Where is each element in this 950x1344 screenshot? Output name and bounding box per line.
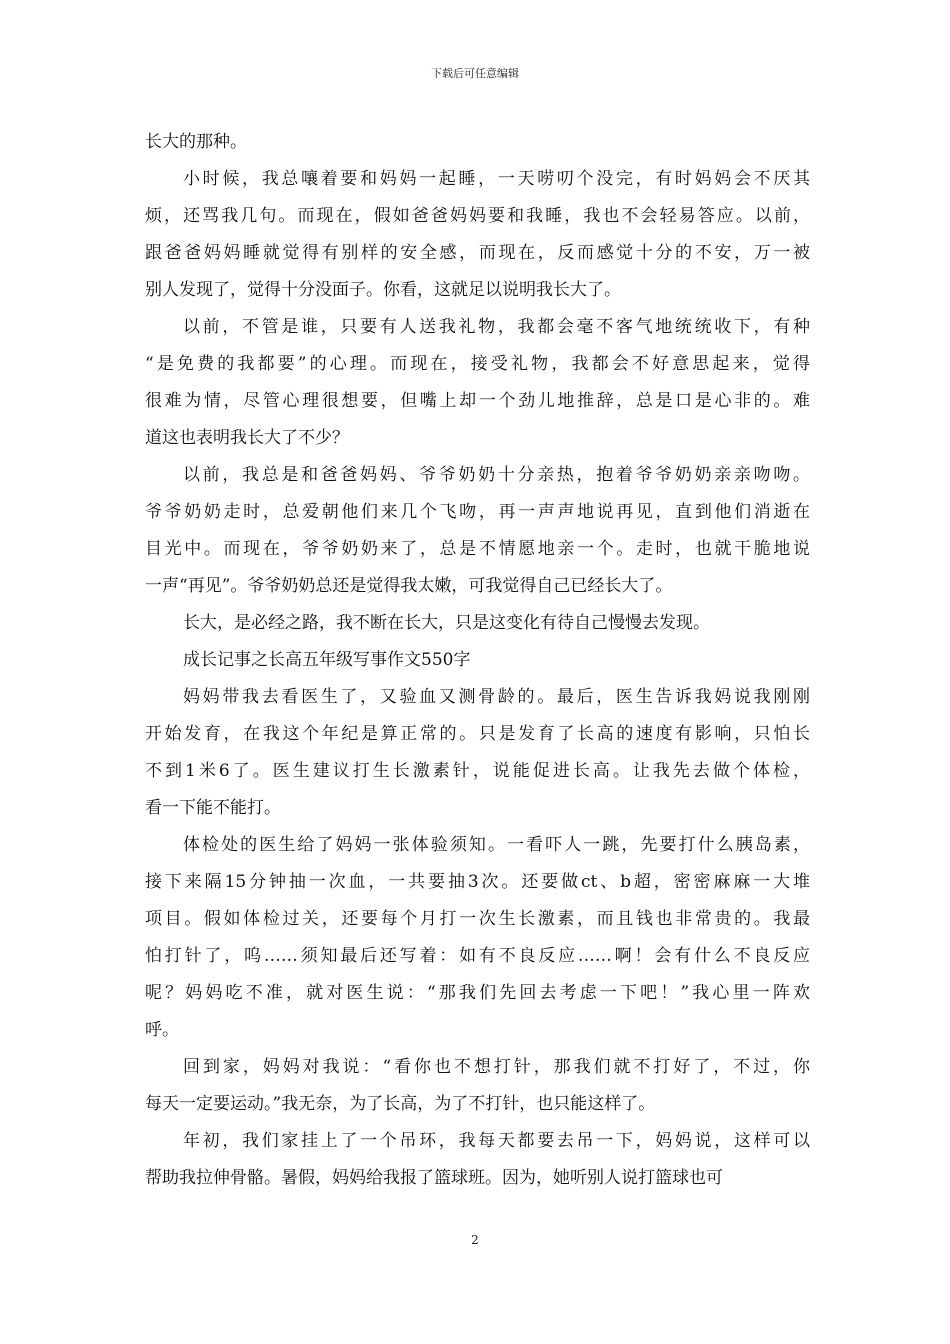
- page-number: 2: [471, 1233, 479, 1247]
- text-line: 很难为情，尽管心理很想要，但嘴上却一个劲儿地推辞，总是口是心非的。难: [145, 391, 810, 411]
- text-line: 以前，我总是和爸爸妈妈、爷爷奶奶十分亲热，抱着爷爷奶奶亲亲吻吻。: [183, 465, 810, 485]
- text-line: 年初，我们家挂上了一个吊环，我每天都要去吊一下，妈妈说，这样可以: [183, 1131, 810, 1151]
- text-line: 接下来隔15分钟抽一次血，一共要抽3次。还要做ct、b超，密密麻麻一大堆: [145, 872, 810, 892]
- paragraph: [145, 124, 810, 161]
- text-line: 妈妈带我去看医生了，又验血又测骨龄的。最后，医生告诉我妈说我刚刚: [183, 687, 810, 707]
- text-line: “是免费的我都要”的心理。而现在，接受礼物，我都会不好意思起来，觉得: [145, 354, 810, 374]
- text-line: 看一下能不能打。: [145, 798, 281, 818]
- text-line: 长大，是必经之路，我不断在长大，只是这变化有待自己慢慢去发现。: [183, 613, 710, 633]
- paragraph: [145, 309, 810, 457]
- text-line: 长大的那种。: [145, 132, 247, 152]
- text-line: 目光中。而现在，爷爷奶奶来了，总是不情愿地亲一个。走时，也就干脆地说: [145, 539, 810, 559]
- text-line: 成长记事之长高五年级写事作文550字: [183, 650, 471, 670]
- text-line: 一声“再见”。爷爷奶奶总还是觉得我太嫩，可我觉得自己已经长大了。: [145, 576, 673, 596]
- paragraph: [145, 605, 810, 642]
- paragraph: [145, 161, 810, 309]
- paragraph: [145, 457, 810, 605]
- text-line: 爷爷奶奶走时，总爱朝他们来几个飞吻，再一声声地说再见，直到他们消逝在: [145, 502, 810, 522]
- text-line: 道这也表明我长大了不少？: [145, 428, 349, 448]
- text-line: 跟爸爸妈妈睡就觉得有别样的安全感，而现在，反而感觉十分的不安，万一被: [145, 243, 810, 263]
- text-line: 体检处的医生给了妈妈一张体验须知。一看吓人一跳，先要打什么胰岛素，: [183, 835, 810, 855]
- paragraph: [145, 642, 810, 679]
- page-header: 下载后可任意编辑: [431, 67, 519, 80]
- text-line: 别人发现了，觉得十分没面子。你看，这就足以说明我长大了。: [145, 280, 621, 300]
- text-line: 呼。: [145, 1020, 179, 1040]
- paragraph: [145, 1123, 810, 1197]
- text-line: 每天一定要运动。”我无奈，为了长高，为了不打针，也只能这样了。: [145, 1094, 656, 1114]
- document-body: [145, 124, 810, 1197]
- text-line: 怕打针了，呜……须知最后还写着：如有不良反应……啊！会有什么不良反应: [145, 946, 810, 966]
- paragraph: [145, 827, 810, 1049]
- text-line: 开始发育，在我这个年纪是算正常的。只是发育了长高的速度有影响，只怕长: [145, 724, 810, 744]
- paragraph: [145, 1049, 810, 1123]
- paragraph: [145, 679, 810, 827]
- text-line: 小时候，我总嚷着要和妈妈一起睡，一天唠叨个没完，有时妈妈会不厌其: [183, 169, 810, 189]
- text-line: 烦，还骂我几句。而现在，假如爸爸妈妈要和我睡，我也不会轻易答应。以前，: [145, 206, 810, 226]
- text-line: 回到家，妈妈对我说：“看你也不想打针，那我们就不打好了，不过，你: [183, 1057, 810, 1077]
- text-line: 不到1米6了。医生建议打生长激素针，说能促进长高。让我先去做个体检，: [145, 761, 810, 781]
- text-line: 以前，不管是谁，只要有人送我礼物，我都会毫不客气地统统收下，有种: [183, 317, 810, 337]
- text-line: 帮助我拉伸骨骼。暑假，妈妈给我报了篮球班。因为，她听别人说打篮球也可: [145, 1168, 723, 1188]
- text-line: 呢？妈妈吃不准，就对医生说：“那我们先回去考虑一下吧！”我心里一阵欢: [145, 983, 810, 1003]
- text-line: 项目。假如体检过关，还要每个月打一次生长激素，而且钱也非常贵的。我最: [145, 909, 810, 929]
